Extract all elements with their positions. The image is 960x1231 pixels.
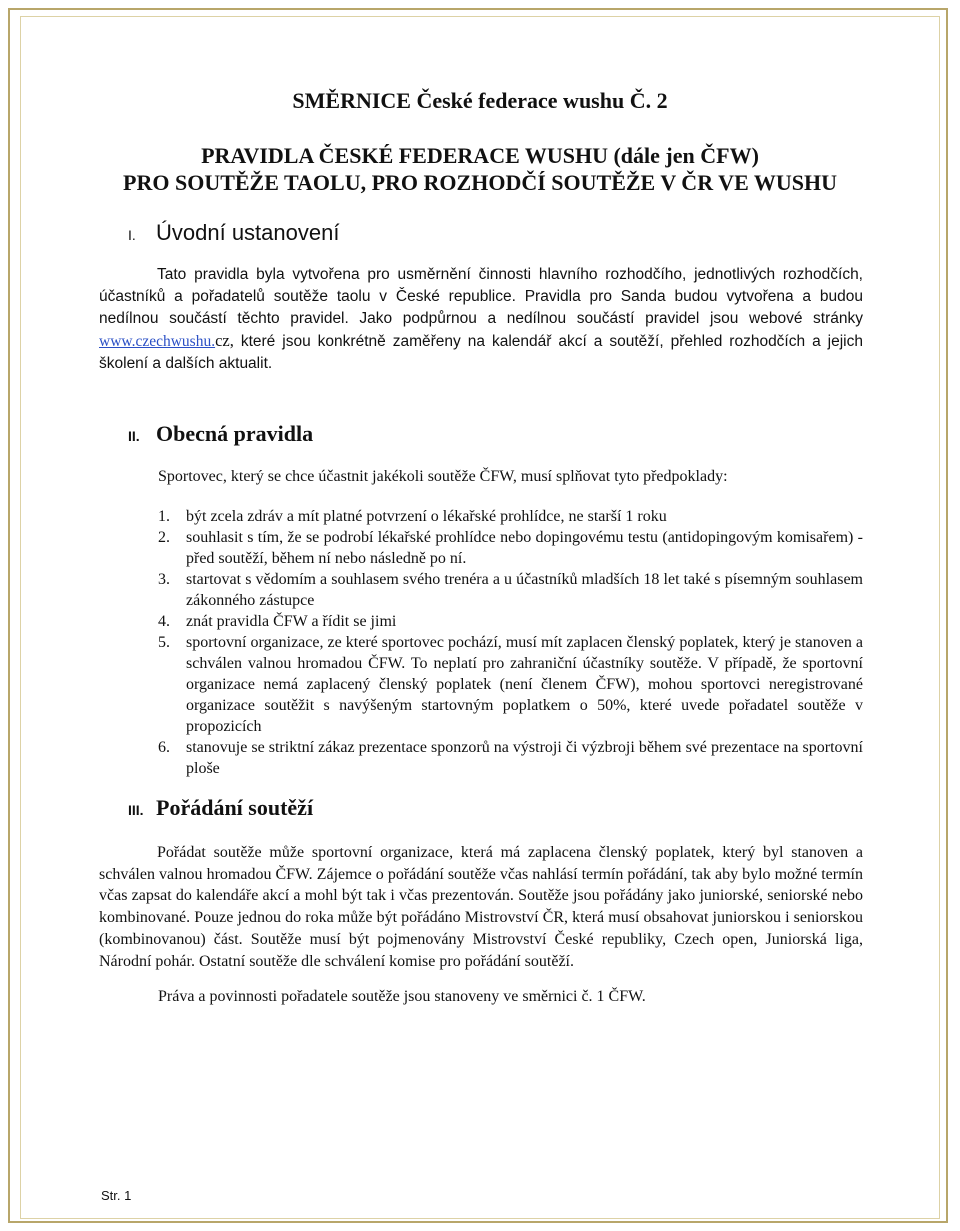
- section-2-heading: [128, 421, 313, 447]
- section-1-text-b: které jsou konkrétně zaměřeny na kalendář akcí a soutěží, přehled rozhodčích a jejich školení a dalších aktualit.: [99, 333, 863, 372]
- section-3-number: III.: [128, 802, 144, 818]
- list-item: [158, 632, 863, 737]
- section-2-intro: Sportovec, který se chce účastnit jakékoli soutěže ČFW, musí splňovat tyto předpoklady:: [158, 468, 728, 485]
- list-item: [158, 737, 863, 779]
- section-3-paragraph-1: Pořádat soutěže může sportovní organizace, která má zaplacena členský poplatek, který byl stanoven a schválen valnou hromadou ČFW. Zájemce o pořádání soutěže včas nahlásí termín pořádání, tak aby bylo možné termín včas zapsat do kalendáře akcí a mohl být tak i včas prezentován. Soutěže jsou pořádány jako juniorské, seniorské nebo kombinované. Pouze jednou do roka může být pořádáno Mistrovství ČR, která musí obsahovat juniorskou i seniorskou (kombinovanou) část. Soutěže musí být pojmenovány Mistrovství České republiky, Czech open, Juniorská liga, Národní pohár. Ostatní soutěže dle schválení komise pro pořádání soutěží.: [99, 844, 863, 970]
- section-3-paragraph-2: Práva a povinnosti pořadatele soutěže jsou stanoveny ve směrnici č. 1 ČFW.: [158, 988, 646, 1005]
- list-item-text: znát pravidla ČFW a řídit se jimi: [186, 613, 397, 630]
- section-1-number: I.: [128, 227, 136, 243]
- list-item: [158, 527, 863, 569]
- list-item: [158, 506, 863, 527]
- section-2-number: II.: [128, 428, 140, 444]
- requirements-list: [158, 506, 863, 779]
- page-number: Str. 1: [101, 1188, 132, 1203]
- list-item-number: 5.: [158, 634, 170, 651]
- website-link-tail: cz,: [215, 331, 234, 350]
- section-1-title: Úvodní ustanovení: [156, 220, 340, 245]
- section-2-title: Obecná pravidla: [156, 421, 314, 446]
- list-item: [158, 569, 863, 611]
- list-item-number: 1.: [158, 508, 170, 525]
- section-1-heading: [128, 220, 339, 246]
- list-item-text: souhlasit s tím, že se podrobí lékařské prohlídce nebo dopingovému testu (antidopingovým komisařem) - před soutěží, během ní nebo následně po ní.: [186, 529, 863, 567]
- section-3-title: Pořádání soutěží: [156, 795, 314, 820]
- list-item-number: 3.: [158, 571, 170, 588]
- list-item-text: startovat s vědomím a souhlasem svého trenéra a u účastníků mladších 18 let také s písemným souhlasem zákonného zástupce: [186, 571, 863, 609]
- list-item-text: sportovní organizace, ze které sportovec pochází, musí mít zaplacen členský poplatek, který je stanoven a schválen valnou hromadou ČFW. To neplatí pro zahraniční účastníky soutěže. V případě, že sportovní organizace nemá zaplacený členský poplatek (není členem ČFW), mohou sportovci neregistrované organizace soutěžit s navýšeným startovným poplatkem o 50%, které uvede pořadatel soutěže v propozicích: [186, 634, 863, 735]
- section-1-text-a: Tato pravidla byla vytvořena pro usměrnění činnosti hlavního rozhodčího, jednotlivých rozhodčích, účastníků a pořadatelů soutěže taolu v České republice. Pravidla pro Sanda budou vytvořena a budou nedílnou součástí těchto pravidel. Jako podpůrnou a nedílnou součástí pravidel jsou webové stránky: [99, 266, 863, 327]
- document-heading: SMĚRNICE České federace wushu Č. 2: [292, 88, 668, 113]
- list-item-text: být zcela zdráv a mít platné potvrzení o lékařské prohlídce, ne starší 1 roku: [186, 508, 667, 525]
- section-1-paragraph: [99, 264, 863, 375]
- title-line-1: PRAVIDLA ČESKÉ FEDERACE WUSHU (dále jen ČFW): [201, 143, 759, 168]
- list-item: [158, 611, 863, 632]
- list-item-text: stanovuje se striktní zákaz prezentace sponzorů na výstroji či výzbroji během své prezentace na sportovní ploše: [186, 739, 863, 777]
- section-3-heading: [128, 795, 313, 821]
- list-item-number: 6.: [158, 739, 170, 756]
- title-line-2: PRO SOUTĚŽE TAOLU, PRO ROZHODČÍ SOUTĚŽE V ČR VE WUSHU: [123, 170, 837, 195]
- list-item-number: 4.: [158, 613, 170, 630]
- document-title: [0, 142, 960, 196]
- website-link[interactable]: www.czechwushu.: [99, 333, 216, 350]
- list-item-number: 2.: [158, 529, 170, 546]
